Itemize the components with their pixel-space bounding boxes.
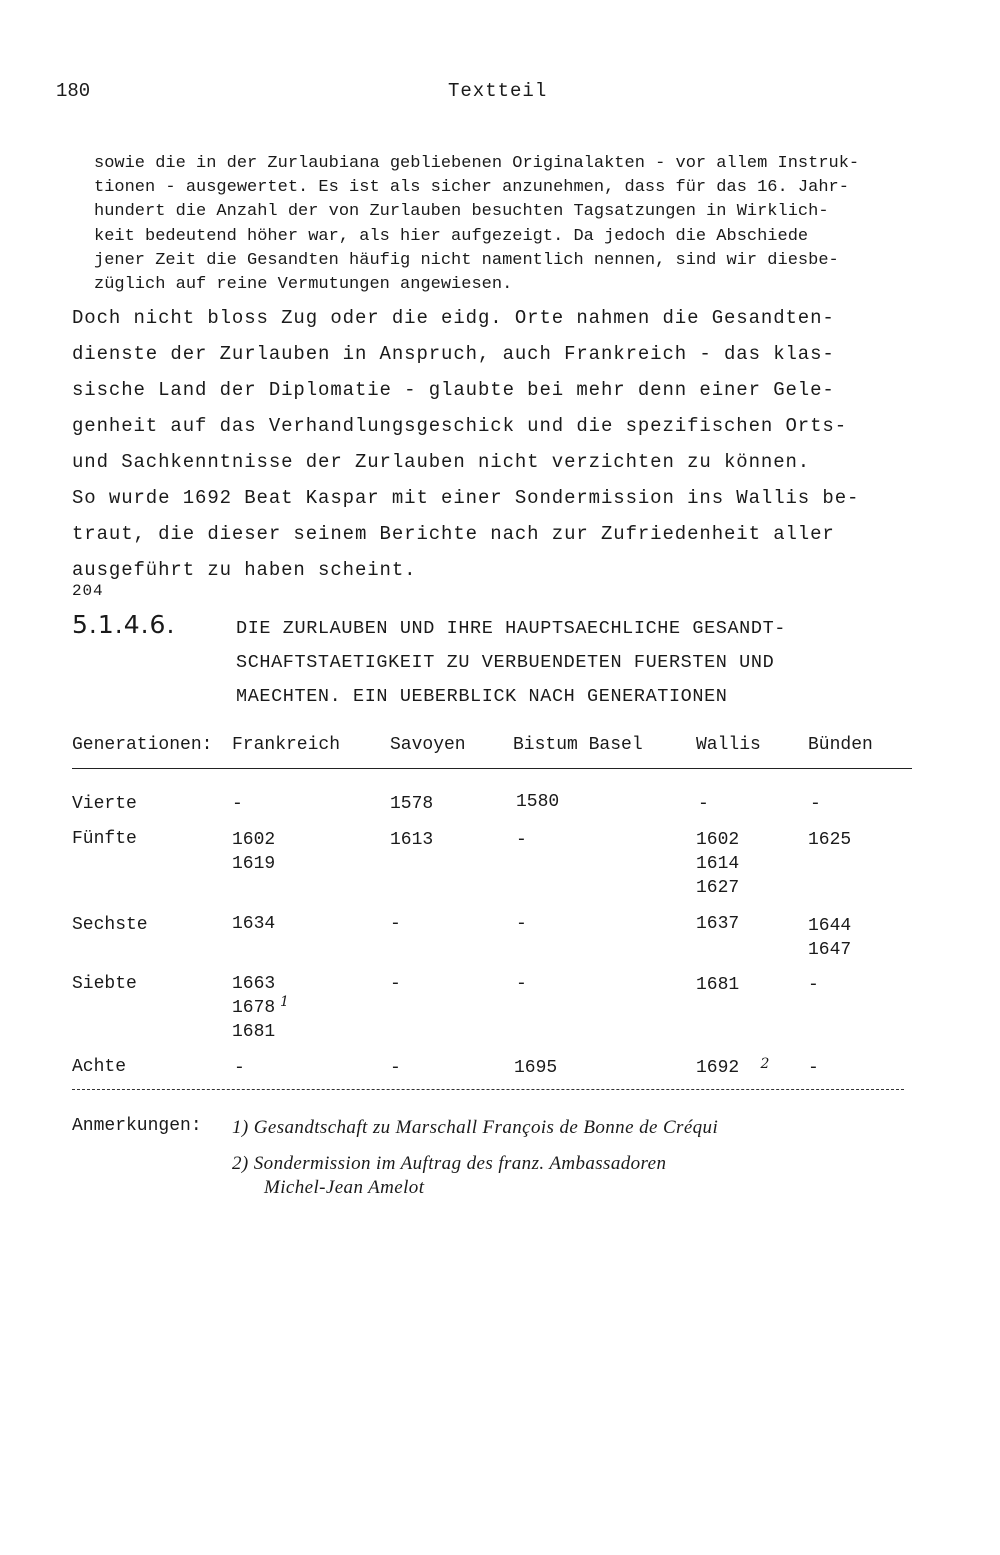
table-cell-generation: Siebte bbox=[72, 974, 137, 994]
paragraph-small bbox=[94, 152, 974, 297]
table-header-rule bbox=[72, 768, 912, 769]
table-cell-frankreich: - bbox=[234, 1058, 245, 1078]
table-note-marker: 2 bbox=[760, 1056, 770, 1072]
heading-line: MAECHTEN. EIN UEBERBLICK NACH GENERATIONEN bbox=[236, 686, 728, 707]
table-cell-generation: Sechste bbox=[72, 915, 148, 935]
note-item: 2) Sondermission im Auftrag des franz. Ambassadoren Michel-Jean Amelot bbox=[232, 1153, 667, 1198]
table-header-buenden: Bünden bbox=[808, 735, 873, 755]
text-line: traut, die dieser seinem Berichte nach zur Zufriedenheit aller bbox=[72, 523, 835, 545]
table-cell-savoyen: - bbox=[390, 1058, 401, 1078]
table-cell-basel: 1580 bbox=[516, 792, 560, 812]
table-cell-savoyen: - bbox=[390, 914, 401, 934]
footnote-reference: 204 bbox=[72, 582, 104, 600]
text-line: dienste der Zurlauben in Anspruch, auch Frankreich - das klas- bbox=[72, 343, 835, 365]
table-cell-savoyen: 1578 bbox=[390, 794, 434, 814]
text-line: keit bedeutend höher war, als hier aufgezeigt. Da jedoch die Abschiede bbox=[94, 226, 809, 246]
table-cell-wallis: 1681 bbox=[696, 975, 740, 995]
text-line: jener Zeit die Gesandten häufig nicht namentlich nennen, sind wir diesbe- bbox=[94, 250, 839, 270]
table-cell-generation: Fünfte bbox=[72, 829, 137, 849]
table-cell-buenden: - bbox=[810, 794, 821, 814]
table-cell-buenden: - bbox=[808, 1058, 819, 1078]
table-bottom-rule bbox=[72, 1089, 904, 1090]
table-cell-buenden: 1644 1647 bbox=[808, 916, 852, 960]
table-cell-wallis: 1637 bbox=[696, 914, 740, 934]
heading-line: DIE ZURLAUBEN UND IHRE HAUPTSAECHLICHE GESANDT- bbox=[236, 618, 786, 639]
table-cell-wallis: - bbox=[698, 794, 709, 814]
table-cell-basel: - bbox=[516, 974, 527, 994]
last-line-text: ausgeführt zu haben scheint. bbox=[72, 559, 417, 581]
table-cell-wallis: 1602 1614 1627 bbox=[696, 830, 740, 898]
table-header-basel: Bistum Basel bbox=[513, 735, 643, 755]
paragraph-main bbox=[72, 300, 972, 624]
table-header-frankreich: Frankreich bbox=[232, 735, 341, 755]
table-cell-buenden: - bbox=[808, 975, 819, 995]
table-cell-frankreich: 1602 1619 bbox=[232, 830, 276, 874]
table-header-generation: Generationen: bbox=[72, 735, 213, 755]
table-cell-buenden: 1625 bbox=[808, 830, 852, 850]
text-line: und Sachkenntnisse der Zurlauben nicht verzichten zu können. bbox=[72, 451, 811, 473]
text-line: sowie die in der Zurlaubiana gebliebenen Originalakten - vor allem Instruk- bbox=[94, 154, 860, 173]
table-cell-generation: Vierte bbox=[72, 794, 137, 814]
table-note-marker: 1 bbox=[280, 994, 289, 1010]
section-number: 5.1.4.6. bbox=[72, 610, 176, 639]
text-line: züglich auf reine Vermutungen angewiesen. bbox=[94, 275, 513, 295]
text-line: hundert die Anzahl der von Zurlauben besuchten Tagsatzungen in Wirklich- bbox=[94, 202, 829, 222]
heading-line: SCHAFTSTAETIGKEIT ZU VERBUENDETEN FUERSTEN UND bbox=[236, 652, 775, 673]
running-title: Textteil bbox=[448, 80, 548, 102]
text-line: tionen - ausgewertet. Es ist als sicher anzunehmen, dass für das 16. Jahr- bbox=[94, 178, 849, 198]
section-heading bbox=[236, 612, 956, 714]
table-cell-frankreich: 1634 bbox=[232, 914, 276, 934]
page-number: 180 bbox=[56, 80, 91, 102]
table-cell-basel: - bbox=[516, 914, 527, 934]
text-line: genheit auf das Verhandlungsgeschick und die spezifischen Orts- bbox=[72, 415, 848, 437]
table-cell-savoyen: - bbox=[390, 974, 401, 994]
table-cell-wallis: 1692 bbox=[696, 1058, 740, 1078]
table-cell-savoyen: 1613 bbox=[390, 830, 434, 850]
notes-label: Anmerkungen: bbox=[72, 1116, 202, 1136]
table-cell-generation: Achte bbox=[72, 1057, 127, 1077]
text-line: sische Land der Diplomatie - glaubte bei mehr denn einer Gele- bbox=[72, 379, 835, 401]
note-item: 1) Gesandtschaft zu Marschall François de Bonne de Créqui bbox=[232, 1117, 719, 1138]
table-cell-frankreich: - bbox=[232, 794, 243, 814]
text-line: So wurde 1692 Beat Kaspar mit einer Sondermission ins Wallis be- bbox=[72, 487, 860, 509]
table-cell-frankreich: 1663 1678 1681 bbox=[232, 974, 276, 1042]
table-cell-basel: - bbox=[516, 830, 527, 850]
text-line: Doch nicht bloss Zug oder die eidg. Orte nahmen die Gesandten- bbox=[72, 307, 835, 329]
table-header-savoyen: Savoyen bbox=[390, 735, 466, 755]
table-header-wallis: Wallis bbox=[696, 735, 761, 755]
table-cell-basel: 1695 bbox=[514, 1058, 558, 1078]
